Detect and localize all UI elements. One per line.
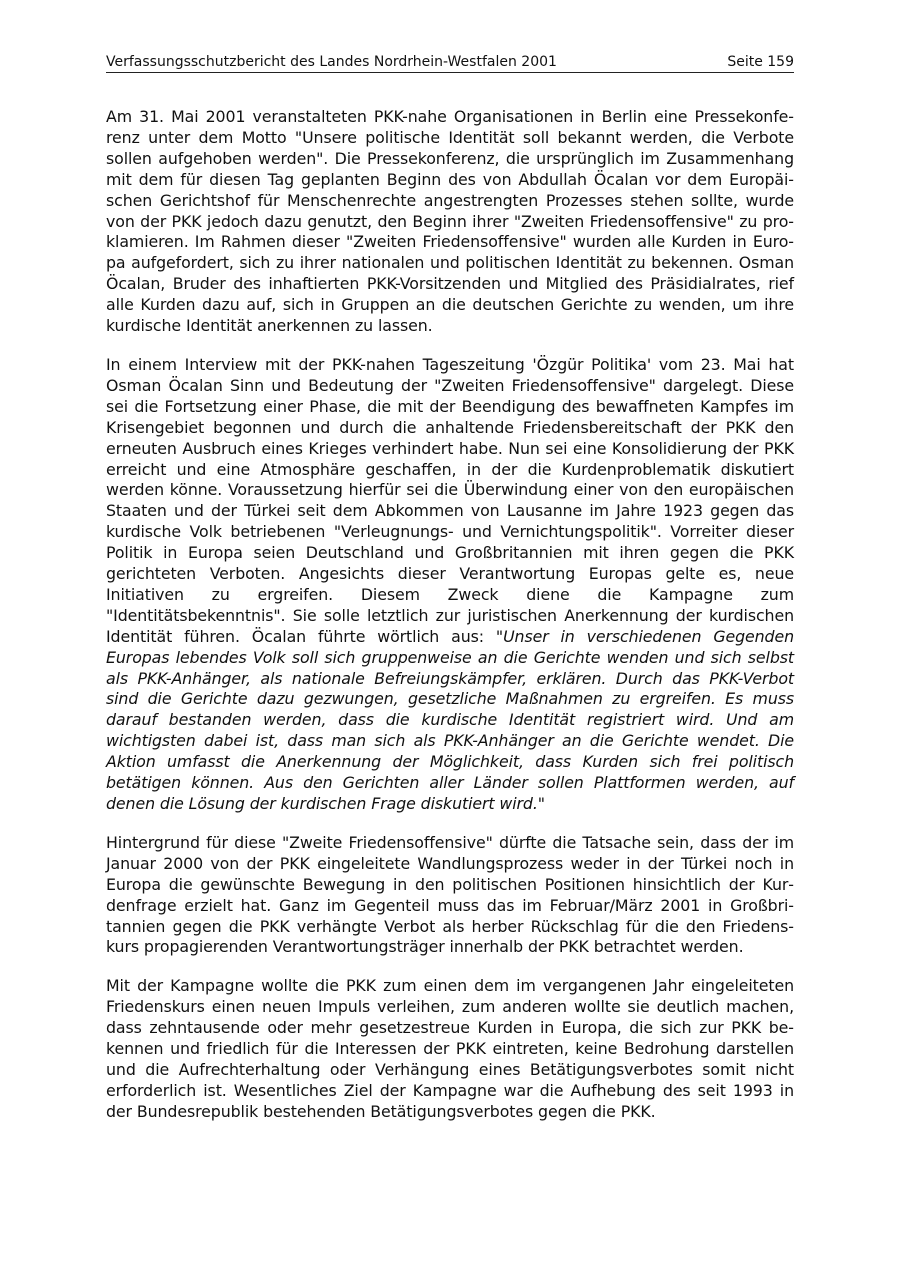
quotation-close: " bbox=[537, 794, 545, 813]
paragraph-1: Am 31. Mai 2001 veranstalteten PKK-nahe Organisationen in Berlin eine Pressekonferenz unter dem Motto "Unsere politische Identität soll bekannt werden, die Verbote sollen aufgehoben werden". Die Pressekonferenz, die ursprünglich im Zusammenhang mit dem für diesen Tag geplanten Beginn des von Abdullah Öcalan vor dem Europäischen Gerichtshof für Menschenrechte angestrengten Prozesses stehen sollte, wurde von der PKK jedoch dazu genutzt, den Beginn ihrer "Zweiten Friedensoffensive" zu proklamieren. Im Rahmen dieser "Zweiten Friedensoffensive" wurden alle Kurden in Europa aufgefordert, sich zu ihrer nationalen und politischen Identität zu bekennen. Osman Öcalan, Bruder des inhaftierten PKK-Vorsitzenden und Mitglied des Präsidialrates, rief alle Kurden dazu auf, sich in Gruppen an die deutschen Gerichte zu wenden, um ihre kurdische Identität anerkennen zu lassen. bbox=[106, 107, 794, 336]
paragraph-4: Mit der Kampagne wollte die PKK zum einen dem im vergangenen Jahr eingeleiteten Friedenskurs einen neuen Impuls verleihen, zum anderen wollte sie deutlich machen, dass zehntausende oder mehr gesetzestreue Kurden in Europa, die sich zur PKK bekennen und friedlich für die Interessen der PKK eintreten, keine Bedrohung darstellen und die Aufrechterhaltung oder Verhängung eines Betätigungsverbotes somit nicht erforderlich ist. Wesentliches Ziel der Kampagne war die Aufhebung des seit 1993 in der Bundesrepublik bestehenden Betätigungsverbotes gegen die PKK. bbox=[106, 976, 794, 1121]
paragraph-3: Hintergrund für diese "Zweite Friedensoffensive" dürfte die Tatsache sein, dass der im Januar 2000 von der PKK eingeleitete Wandlungsprozess weder in der Türkei noch in Europa die gewünschte Bewegung in den politischen Positionen hinsichtlich der Kurdenfrage erzielt hat. Ganz im Gegenteil muss das im Februar/März 2001 in Großbritannien gegen die PKK verhängte Verbot als herber Rückschlag für die den Friedenskurs propagierenden Verantwortungsträger innerhalb der PKK betrachtet werden. bbox=[106, 832, 794, 957]
body-text bbox=[106, 107, 794, 1141]
paragraph-2-text: In einem Interview mit der PKK-nahen Tageszeitung 'Özgür Politika' vom 23. Mai hat Osman Öcalan Sinn und Bedeutung der "Zweiten Friedensoffensive" dargelegt. Diese sei die Fortsetzung einer Phase, die mit der Beendigung des bewaffneten Kampfes im Krisengebiet begonnen und durch die anhaltende Friedensbereitschaft der PKK den erneuten Ausbruch eines Krieges verhindert habe. Nun sei eine Konsolidierung der PKK erreicht und eine Atmosphäre geschaffen, in der die Kurdenproblematik diskutiert werden könne. Voraussetzung hierfür sei die Überwindung einer von den europäischen Staaten und der Türkei seit dem Abkommen von Lausanne im Jahre 1923 gegen das kurdische Volk betriebenen "Verleugnungs- und Vernichtungspolitik". Vorreiter dieser Politik in Europa seien Deutschland und Großbritannien mit ihren gegen die PKK gerichteten Verboten. Angesichts dieser Verantwortung Europas gelte es, neue Initiativen zu ergreifen. Diesem Zweck diene die Kampagne zum "Identitätsbekenntnis". Sie solle letztlich zur juristischen Anerkennung der kurdischen Identität führen. Öcalan führte wörtlich aus: bbox=[106, 354, 794, 646]
page-header bbox=[106, 52, 794, 73]
page-number: Seite 159 bbox=[727, 54, 794, 70]
paragraph-2 bbox=[106, 355, 794, 815]
quotation: "Unser in verschiedenen Gegenden Europas lebendes Volk soll sich gruppenweise an die Gerichte wenden und sich selbst als PKK-Anhänger, als nationale Befreiungskämpfer, erklären. Durch das PKK-Verbot sind die Gerichte dazu gezwungen, gesetzliche Maßnahmen zu ergreifen. Es muss darauf bestanden werden, dass die kurdische Identität registriert wird. Und am wichtigsten dabei ist, dass man sich als PKK-Anhänger an die Gerichte wendet. Die Aktion umfasst die Anerkennung der Möglichkeit, dass Kurden sich frei politisch betätigen können. Aus den Gerichten aller Länder sollen Plattformen werden, auf denen die Lösung der kurdischen Frage diskutiert wird. bbox=[106, 626, 794, 813]
header-title: Verfassungsschutzbericht des Landes Nordrhein-Westfalen 2001 bbox=[106, 54, 557, 70]
